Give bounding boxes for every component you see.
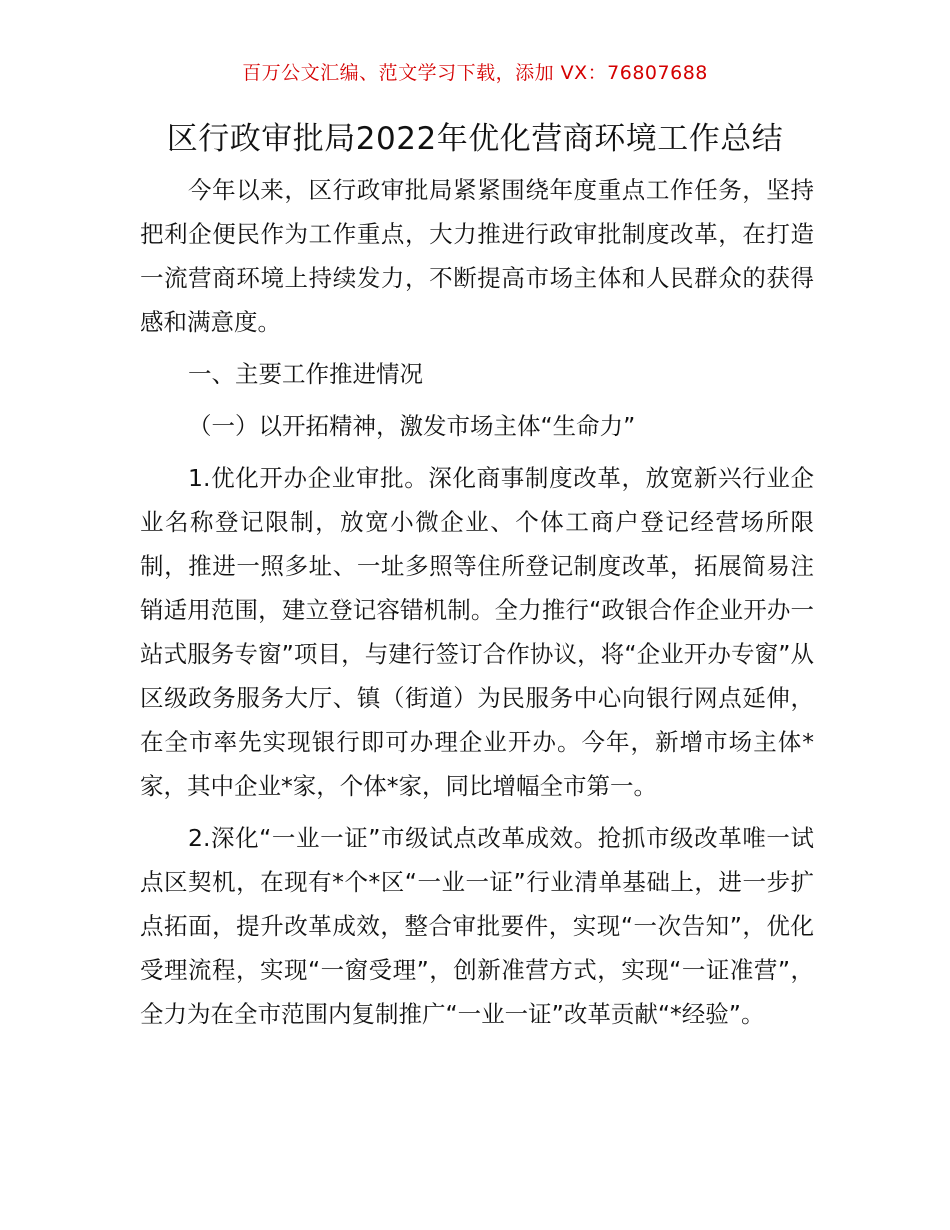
document-title: 区行政审批局2022年优化营商环境工作总结	[166, 121, 784, 157]
item-paragraph-1: 1.优化开办企业审批。深化商事制度改革，放宽新兴行业企业名称登记限制，放宽小微企业、个体工商户登记经营场所限制，推进一照多址、一址多照等住所登记制度改革，拓展简易注销适用范围，建立登记容错机制。全力推行“政银合作企业开办一站式服务专窗”项目，与建行签订合作协议，将“企业开办专窗”从区级政务服务大厅、镇（街道）为民服务中心向银行网点延伸，在全市率先实现银行即可办理企业开办。今年，新增市场主体*家，其中企业*家，个体*家，同比增幅全市第一。	[140, 464, 814, 800]
item-paragraph-2: 2.深化“一业一证”市级试点改革成效。抢抓市级改革唯一试点区契机，在现有*个*区“一业一证”行业清单基础上，进一步扩点拓面，提升改革成效，整合审批要件，实现“一次告知”，优化受理流程，实现“一窗受理”，创新准营方式，实现“一证准营”，全力为在全市范围内复制推广“一业一证”改革贡献“*经验”。	[140, 824, 814, 1028]
intro-paragraph: 今年以来，区行政审批局紧紧围绕年度重点工作任务，坚持把利企便民作为工作重点，大力推进行政审批制度改革，在打造一流营商环境上持续发力，不断提高市场主体和人民群众的获得感和满意度。	[140, 176, 814, 336]
subsection-heading-1: （一）以开拓精神，激发市场主体“生命力”	[188, 412, 636, 440]
document-body	[140, 168, 814, 1036]
section-heading-1: 一、主要工作推进情况	[188, 360, 423, 388]
header-watermark-note: 百万公文汇编、范文学习下载，添加 VX：76807688	[242, 62, 708, 84]
